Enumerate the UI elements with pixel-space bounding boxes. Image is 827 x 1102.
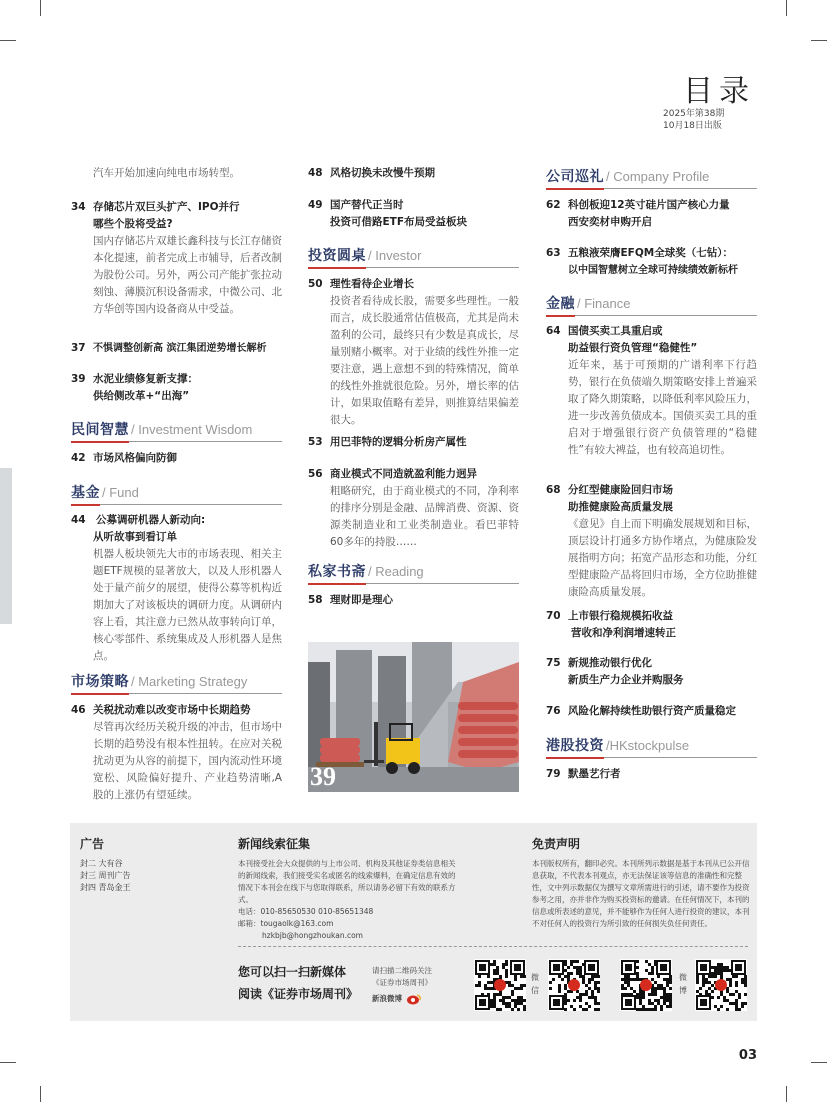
crop-mark <box>786 1086 787 1102</box>
crop-mark <box>40 1086 41 1102</box>
section-company-profile: 公司巡礼 / Company Profile <box>546 166 757 189</box>
weibo-text: 新浪微博 <box>372 994 402 1003</box>
crop-mark <box>0 40 16 41</box>
weibo-logo-icon <box>406 993 422 1005</box>
toc-entry[interactable]: 58 理财即是理心 <box>308 594 393 606</box>
toc-entry[interactable]: 62 科创板迎12英寸硅片国产核心力量 西安奕材申购开启 <box>546 199 730 228</box>
section-investor: 投资圆桌 / Investor <box>308 245 519 268</box>
photo-page-number: 39 <box>310 762 336 791</box>
side-tab <box>0 468 12 624</box>
divider <box>238 946 748 947</box>
toc-entry[interactable]: 49 国产替代正当时 投资可借路ETF布局受益板块 <box>308 199 468 228</box>
disclaimer-title: 免责声明 <box>532 837 581 851</box>
toc-entry[interactable]: 37 不惧调整创新高 滨江集团逆势增长解析 <box>71 342 267 354</box>
disclaimer-block <box>532 835 752 930</box>
ad-item: 封四 青岛金王 <box>80 883 131 892</box>
toc-entry[interactable]: 75 新规推动银行优化 新质生产力企业并购服务 <box>546 657 684 686</box>
continued-text: 汽车开始加速向纯电市场转型。 <box>93 167 240 179</box>
issue-number: 2025年第38期 <box>663 109 725 119</box>
toc-entry[interactable]: 34 存储芯片双巨头扩产、IPO并行 哪些个股将受益? 国内存储芯片双雄长鑫科技与长江存储资本化提速，前者完成上市辅导，后者改制为股份公司。另外，两公司产能扩张拉动刻蚀、薄膜沉积设备需求，中微公司、北方华创等国内设备商从中受益。 <box>71 201 282 315</box>
news-email[interactable]: 邮箱：tougaolk@163.com <box>238 919 334 928</box>
wechat-label: 微信 <box>531 973 539 995</box>
footer-box <box>70 823 757 1021</box>
toc-entry[interactable]: 42 市场风格偏向防御 <box>71 452 177 464</box>
toc-entry[interactable]: 79 默墨艺行者 <box>546 768 621 780</box>
page-title: 目录 <box>683 74 755 109</box>
section-hk-stock: 港股投资 /HKstockpulse <box>546 735 757 758</box>
toc-entry[interactable]: 50 理性看待企业增长 投资者看待成长股，需要多些理性。一般而言，成长股通常估值极高，尤其是尚未盈利的公司，最终只有少数是真成长，尽量别赌小概率。对于业绩的线性外推一定要注意，遇上意想不到的特殊情况，简单的线性外推就很危险。另外，增长率的估计，如果取值略有差异，则推算结果偏差很大。 <box>308 278 519 426</box>
toc-entry[interactable]: 48 风格切换未改慢牛预期 <box>308 167 435 179</box>
toc-entry[interactable]: 46 关税扰动难以改变市场中长期趋势 尽管再次经历关税升级的冲击，但市场中长期的趋势没有根本性扭转。在应对关税扰动更为从容的前提下，国内流动性环境宽松、风险偏好提升、产业趋势清晰,A股的上涨仍有望延续。 <box>71 704 282 801</box>
ads-block <box>80 835 220 894</box>
section-finance: 金融 / Finance <box>546 293 757 316</box>
scan-prompt: 您可以扫一扫新媒体 阅读《证券市场周刊》 <box>238 965 359 1001</box>
qr-code-wechat-1[interactable] <box>474 959 526 1011</box>
toc-entry[interactable]: 63 五粮液荣膺EFQM全球奖（七钻）： 以中国智慧树立全球可持续绩效新标杆 <box>546 247 738 276</box>
toc-entry[interactable]: 53 用巴菲特的逻辑分析房产属性 <box>308 436 467 448</box>
qr-code-wechat-2[interactable] <box>548 959 600 1011</box>
news-block <box>238 835 460 942</box>
ad-item: 封三 周刊广告 <box>80 871 131 880</box>
crop-mark <box>40 0 41 16</box>
news-title: 新闻线索征集 <box>238 837 311 851</box>
news-body: 本刊接受社会大众提供的与上市公司、机构及其他证券类信息相关的新闻线索，我们接受实名或匿名的线索爆料，在确定信息有效的情况下本刊会在线下与您取得联系，所以请务必留下有效的联系方式。 <box>238 859 456 904</box>
disclaimer-body: 本刊版权所有，翻印必究。本刊所列示数据是基于本刊从已公开信息获取，不代表本刊观点，亦无法保证该等信息的准确性和完整性，文中列示数据仅为撰写文章所需进行的引述，请不要作为投资参考之用，亦并非作为购买投资标的邀请。在任何情况下，本刊的信息或所表述的意见，并不能够作为任何人进行投资的建议，本刊不对任何人的投资行为所引致的任何损失负任何责任。 <box>532 859 750 928</box>
section-fund: 基金 / Fund <box>71 482 282 505</box>
toc-entry[interactable]: 39 水泥业绩修复新支撑： 供给侧改革+“出海” <box>71 373 198 402</box>
ads-title: 广告 <box>80 837 105 851</box>
toc-entry[interactable]: 44 公募调研机器人新动向: 从听故事到看订单 机器人板块领先大市的市场表现、相关主题ETF规模的显著放大，以及人形机器人处于量产前夕的展望，使得公募等机构近期加大了对该板块的调研力度。从调研内容上看，其注意力已然从故事转向订单，核心零部件、系统集成及人形机器人是焦点。 <box>71 514 282 662</box>
toc-entry[interactable]: 76 风险化解持续性助银行资产质量稳定 <box>546 705 736 717</box>
crop-mark <box>786 0 787 16</box>
cement-plant-illustration <box>308 642 519 792</box>
section-investment-wisdom: 民间智慧 / Investment Wisdom <box>71 419 282 442</box>
toc-entry[interactable]: 64 国债买卖工具重启或 助益银行资负管理“稳健性” 近年来，基于可预期的广谱利率下行趋势，银行在负债端久期策略安排上普遍采取了降久期策略，以降低利率风险压力，进一步改善负债成本。国债买卖工具的重启对于增强银行资产负债管理的“稳健性”有较大裨益，也有较高追切性。 <box>546 325 757 456</box>
crop-mark <box>811 1062 827 1063</box>
toc-entry[interactable]: 70 上市银行稳规模拓收益 营收和净利润增速转正 <box>546 610 676 639</box>
follow-prompt: 请扫描二维码关注 《证券市场周刊》 新浪微博 <box>372 966 432 1003</box>
weibo-label: 微博 <box>679 973 687 995</box>
qr-code-weibo-2[interactable] <box>695 959 747 1011</box>
page-number: 03 <box>738 1048 757 1063</box>
crop-mark <box>811 40 827 41</box>
news-phone: 电话：010-85650530 010-85651348 <box>238 907 374 916</box>
toc-entry[interactable]: 68 分红型健康险回归市场 助推健康险高质量发展 《意见》自上而下明确发展规划和目标，顶层设计打通多方协作堵点，为健康险发展指明方向；拓宽产品形态和功能，分红型健康险产品将回归市场，全方位助推健康险高质量发展。 <box>546 484 757 598</box>
section-reading: 私家书斋 / Reading <box>308 561 519 584</box>
section-marketing-strategy: 市场策略 / Marketing Strategy <box>71 671 282 694</box>
toc-entry[interactable]: 56 商业模式不同造就盈利能力迥异 粗略研究，由于商业模式的不同，净利率的排序分别是金融、品牌消费、资源、资源类制造业和工业类制造业。看巴菲特60多年的持股…… <box>308 468 519 548</box>
issue-date: 10月18日出版 <box>663 121 722 131</box>
ad-item: 封二 大有谷 <box>80 859 123 868</box>
news-email-2[interactable]: hzkbjb@hongzhoukan.com <box>262 931 363 940</box>
cover-photo <box>308 642 519 792</box>
crop-mark <box>0 1062 16 1063</box>
qr-code-weibo-1[interactable] <box>620 959 672 1011</box>
